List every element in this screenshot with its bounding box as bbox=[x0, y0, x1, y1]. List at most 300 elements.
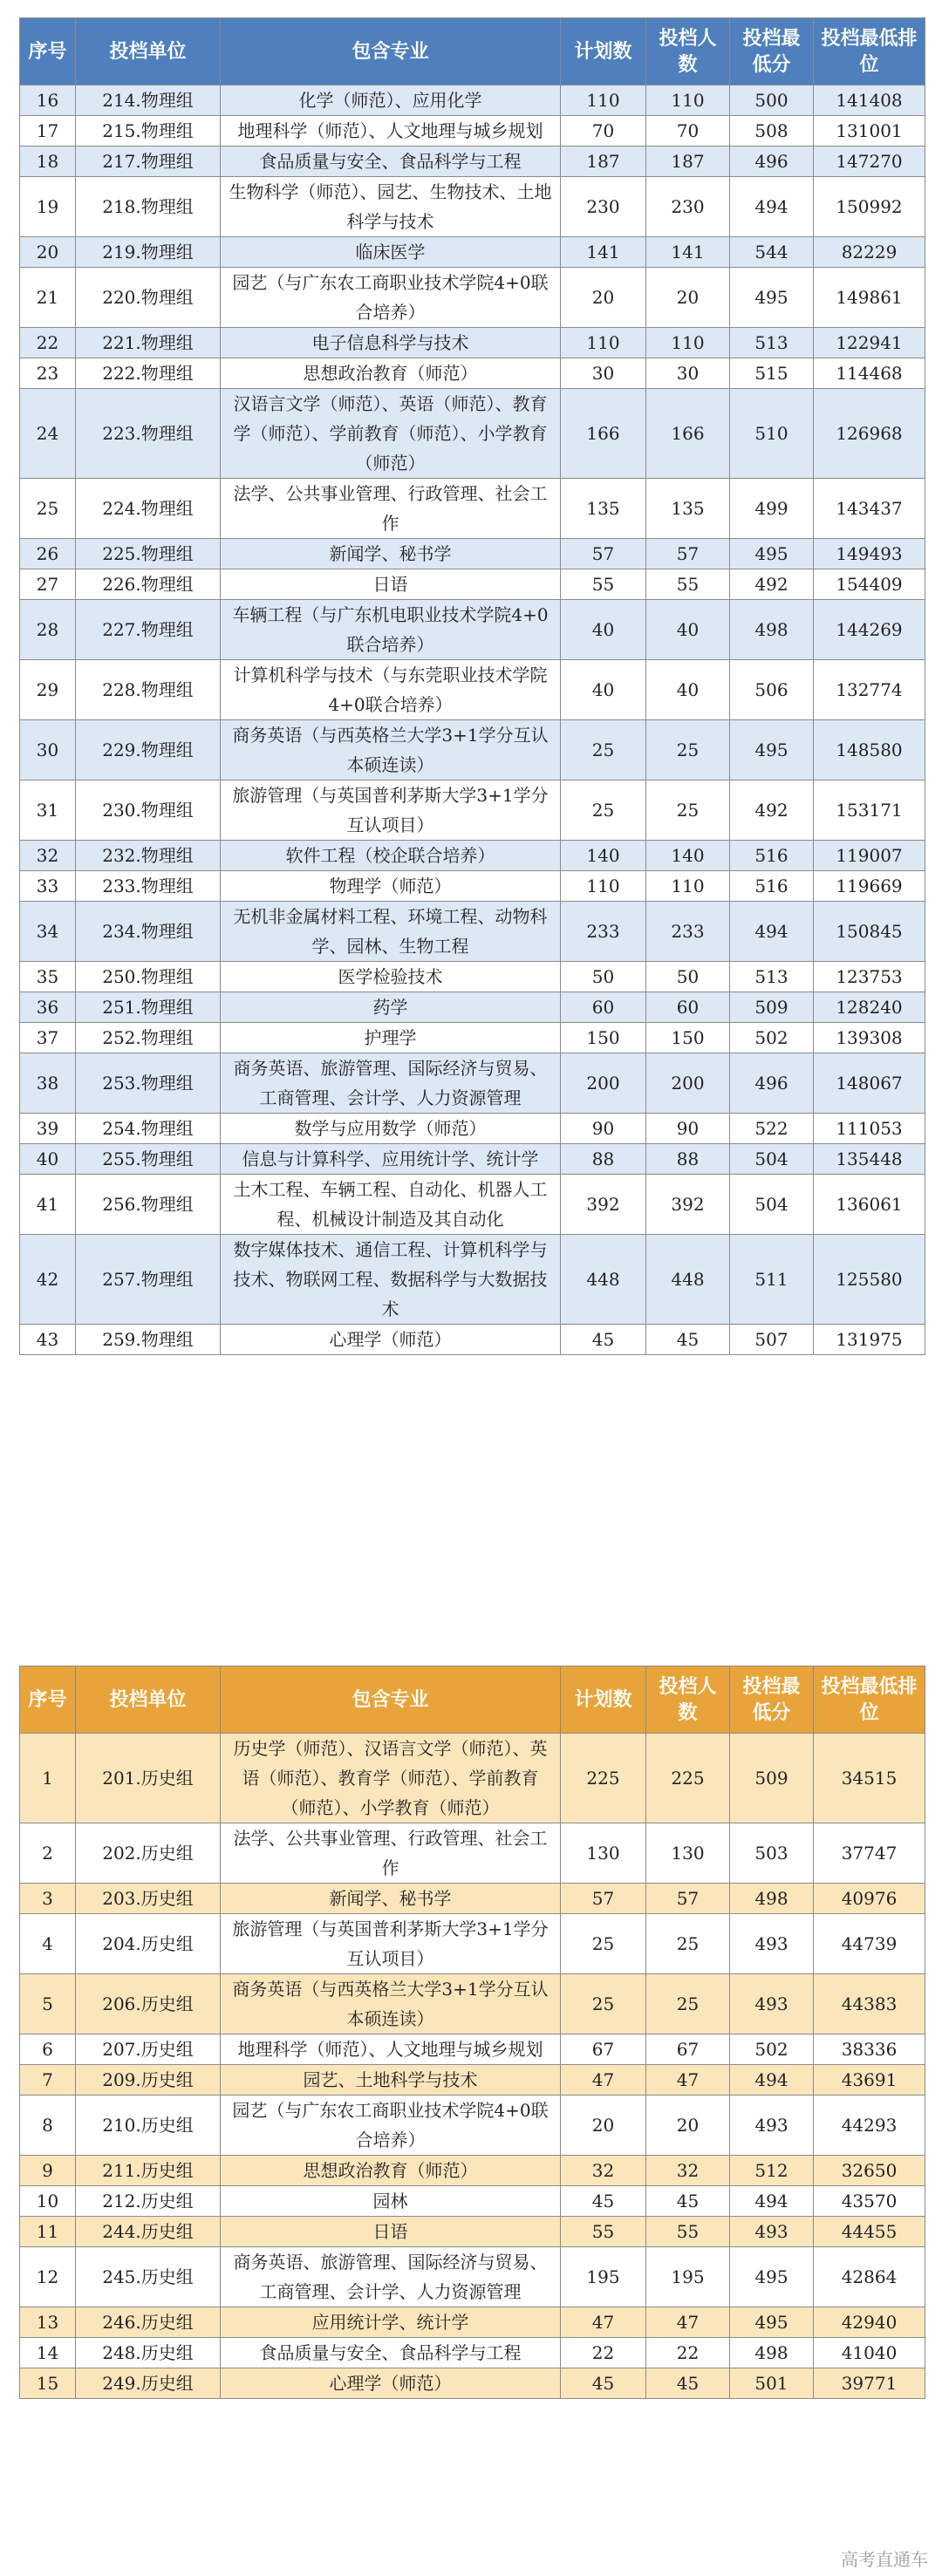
cell-min-score: 498 bbox=[730, 1884, 814, 1914]
cell-min-score: 495 bbox=[730, 2247, 814, 2307]
table-row bbox=[20, 85, 925, 116]
cell-admitted: 200 bbox=[646, 1053, 730, 1114]
cell-admitted: 47 bbox=[646, 2307, 730, 2338]
cell-plan: 67 bbox=[561, 2034, 646, 2065]
cell-plan: 30 bbox=[561, 358, 646, 389]
cell-min-rank: 44739 bbox=[814, 1914, 925, 1974]
cell-no: 21 bbox=[20, 268, 76, 328]
cell-admitted: 40 bbox=[646, 600, 730, 660]
table-row bbox=[20, 1823, 925, 1884]
cell-min-rank: 150992 bbox=[814, 177, 925, 237]
cell-min-rank: 123753 bbox=[814, 962, 925, 992]
cell-admitted: 40 bbox=[646, 660, 730, 720]
cell-no: 11 bbox=[20, 2217, 76, 2247]
cell-no: 25 bbox=[20, 479, 76, 539]
cell-no: 20 bbox=[20, 237, 76, 268]
cell-no: 40 bbox=[20, 1144, 76, 1175]
cell-unit: 228.物理组 bbox=[76, 660, 221, 720]
cell-min-rank: 139308 bbox=[814, 1023, 925, 1053]
cell-unit: 244.历史组 bbox=[76, 2217, 221, 2247]
cell-admitted: 392 bbox=[646, 1175, 730, 1235]
cell-min-rank: 122941 bbox=[814, 328, 925, 358]
cell-no: 5 bbox=[20, 1974, 76, 2034]
header-admitted: 投档人数 bbox=[646, 1666, 730, 1734]
cell-admitted: 195 bbox=[646, 2247, 730, 2307]
cell-plan: 32 bbox=[561, 2156, 646, 2186]
cell-min-score: 495 bbox=[730, 2307, 814, 2338]
table-row bbox=[20, 2034, 925, 2065]
header-unit: 投档单位 bbox=[76, 18, 221, 85]
cell-unit: 206.历史组 bbox=[76, 1974, 221, 2034]
header-min-rank: 投档最低排位 bbox=[814, 18, 925, 85]
cell-majors: 软件工程（校企联合培养） bbox=[221, 841, 561, 871]
cell-min-rank: 42864 bbox=[814, 2247, 925, 2307]
cell-majors: 计算机科学与技术（与东莞职业技术学院4+0联合培养） bbox=[221, 660, 561, 720]
table-row bbox=[20, 569, 925, 600]
cell-plan: 70 bbox=[561, 116, 646, 147]
cell-majors: 园艺（与广东农工商职业技术学院4+0联合培养） bbox=[221, 2096, 561, 2156]
cell-majors: 历史学（师范）、汉语言文学（师范）、英语（师范）、教育学（师范）、学前教育（师范）、小学教育（师范） bbox=[221, 1734, 561, 1823]
cell-min-rank: 37747 bbox=[814, 1823, 925, 1884]
cell-unit: 229.物理组 bbox=[76, 720, 221, 780]
physics-admission-table bbox=[19, 17, 925, 1355]
cell-min-rank: 44293 bbox=[814, 2096, 925, 2156]
table-row bbox=[20, 2247, 925, 2307]
cell-no: 29 bbox=[20, 660, 76, 720]
header-no: 序号 bbox=[20, 1666, 76, 1734]
header-majors: 包含专业 bbox=[221, 1666, 561, 1734]
cell-majors: 思想政治教育（师范） bbox=[221, 2156, 561, 2186]
cell-no: 35 bbox=[20, 962, 76, 992]
table-row bbox=[20, 116, 925, 147]
cell-admitted: 55 bbox=[646, 2217, 730, 2247]
table-row bbox=[20, 479, 925, 539]
table-row bbox=[20, 237, 925, 268]
cell-no: 36 bbox=[20, 992, 76, 1023]
table-row bbox=[20, 147, 925, 177]
cell-admitted: 88 bbox=[646, 1144, 730, 1175]
header-no: 序号 bbox=[20, 18, 76, 85]
cell-min-rank: 135448 bbox=[814, 1144, 925, 1175]
cell-min-score: 503 bbox=[730, 1823, 814, 1884]
table-row bbox=[20, 2338, 925, 2368]
table-row bbox=[20, 600, 925, 660]
cell-min-score: 495 bbox=[730, 268, 814, 328]
cell-min-score: 511 bbox=[730, 1235, 814, 1325]
cell-admitted: 20 bbox=[646, 2096, 730, 2156]
table-row bbox=[20, 2368, 925, 2399]
cell-min-rank: 125580 bbox=[814, 1235, 925, 1325]
cell-min-score: 502 bbox=[730, 1023, 814, 1053]
cell-plan: 57 bbox=[561, 1884, 646, 1914]
table-row bbox=[20, 660, 925, 720]
cell-min-rank: 153171 bbox=[814, 780, 925, 841]
table-row bbox=[20, 328, 925, 358]
cell-no: 3 bbox=[20, 1884, 76, 1914]
table-row bbox=[20, 2096, 925, 2156]
cell-unit: 253.物理组 bbox=[76, 1053, 221, 1114]
table-header-row bbox=[20, 1666, 925, 1734]
cell-majors: 物理学（师范） bbox=[221, 871, 561, 902]
cell-min-rank: 148067 bbox=[814, 1053, 925, 1114]
cell-no: 27 bbox=[20, 569, 76, 600]
cell-min-score: 502 bbox=[730, 2034, 814, 2065]
cell-admitted: 25 bbox=[646, 1914, 730, 1974]
cell-admitted: 130 bbox=[646, 1823, 730, 1884]
cell-majors: 日语 bbox=[221, 2217, 561, 2247]
table-row bbox=[20, 871, 925, 902]
cell-no: 12 bbox=[20, 2247, 76, 2307]
cell-min-score: 499 bbox=[730, 479, 814, 539]
cell-plan: 141 bbox=[561, 237, 646, 268]
cell-admitted: 45 bbox=[646, 2368, 730, 2399]
table-header-row bbox=[20, 18, 925, 85]
cell-min-score: 501 bbox=[730, 2368, 814, 2399]
cell-no: 4 bbox=[20, 1914, 76, 1974]
cell-plan: 140 bbox=[561, 841, 646, 871]
cell-min-score: 494 bbox=[730, 2186, 814, 2217]
cell-plan: 25 bbox=[561, 1974, 646, 2034]
cell-min-score: 495 bbox=[730, 539, 814, 569]
cell-majors: 法学、公共事业管理、行政管理、社会工作 bbox=[221, 1823, 561, 1884]
table-row bbox=[20, 2065, 925, 2096]
cell-min-score: 507 bbox=[730, 1325, 814, 1355]
cell-unit: 209.历史组 bbox=[76, 2065, 221, 2096]
cell-no: 19 bbox=[20, 177, 76, 237]
cell-min-rank: 141408 bbox=[814, 85, 925, 116]
header-min-score: 投档最低分 bbox=[730, 1666, 814, 1734]
cell-admitted: 50 bbox=[646, 962, 730, 992]
cell-no: 14 bbox=[20, 2338, 76, 2368]
cell-no: 34 bbox=[20, 902, 76, 962]
cell-unit: 256.物理组 bbox=[76, 1175, 221, 1235]
cell-majors: 应用统计学、统计学 bbox=[221, 2307, 561, 2338]
cell-min-score: 492 bbox=[730, 780, 814, 841]
cell-plan: 20 bbox=[561, 2096, 646, 2156]
cell-majors: 日语 bbox=[221, 569, 561, 600]
cell-plan: 40 bbox=[561, 600, 646, 660]
cell-plan: 88 bbox=[561, 1144, 646, 1175]
cell-admitted: 22 bbox=[646, 2338, 730, 2368]
cell-no: 1 bbox=[20, 1734, 76, 1823]
cell-admitted: 135 bbox=[646, 479, 730, 539]
cell-min-rank: 154409 bbox=[814, 569, 925, 600]
cell-min-rank: 131001 bbox=[814, 116, 925, 147]
cell-plan: 47 bbox=[561, 2065, 646, 2096]
cell-unit: 218.物理组 bbox=[76, 177, 221, 237]
cell-admitted: 225 bbox=[646, 1734, 730, 1823]
cell-unit: 220.物理组 bbox=[76, 268, 221, 328]
cell-majors: 数学与应用数学（师范） bbox=[221, 1114, 561, 1144]
cell-majors: 食品质量与安全、食品科学与工程 bbox=[221, 147, 561, 177]
cell-majors: 商务英语（与西英格兰大学3+1学分互认本硕连读） bbox=[221, 720, 561, 780]
cell-no: 2 bbox=[20, 1823, 76, 1884]
cell-no: 18 bbox=[20, 147, 76, 177]
cell-min-score: 522 bbox=[730, 1114, 814, 1144]
cell-unit: 254.物理组 bbox=[76, 1114, 221, 1144]
cell-unit: 230.物理组 bbox=[76, 780, 221, 841]
cell-majors: 地理科学（师范）、人文地理与城乡规划 bbox=[221, 2034, 561, 2065]
cell-majors: 地理科学（师范）、人文地理与城乡规划 bbox=[221, 116, 561, 147]
cell-majors: 园艺（与广东农工商职业技术学院4+0联合培养） bbox=[221, 268, 561, 328]
cell-min-score: 494 bbox=[730, 902, 814, 962]
cell-plan: 47 bbox=[561, 2307, 646, 2338]
cell-admitted: 110 bbox=[646, 871, 730, 902]
cell-unit: 251.物理组 bbox=[76, 992, 221, 1023]
cell-majors: 信息与计算科学、应用统计学、统计学 bbox=[221, 1144, 561, 1175]
cell-unit: 257.物理组 bbox=[76, 1235, 221, 1325]
cell-plan: 60 bbox=[561, 992, 646, 1023]
history-table-body bbox=[20, 1734, 925, 2399]
cell-min-rank: 148580 bbox=[814, 720, 925, 780]
cell-min-score: 506 bbox=[730, 660, 814, 720]
cell-plan: 135 bbox=[561, 479, 646, 539]
cell-majors: 电子信息科学与技术 bbox=[221, 328, 561, 358]
cell-unit: 201.历史组 bbox=[76, 1734, 221, 1823]
cell-unit: 255.物理组 bbox=[76, 1144, 221, 1175]
cell-min-score: 498 bbox=[730, 2338, 814, 2368]
cell-min-rank: 41040 bbox=[814, 2338, 925, 2368]
cell-min-rank: 119669 bbox=[814, 871, 925, 902]
cell-admitted: 45 bbox=[646, 2186, 730, 2217]
cell-unit: 249.历史组 bbox=[76, 2368, 221, 2399]
cell-majors: 商务英语（与西英格兰大学3+1学分互认本硕连读） bbox=[221, 1974, 561, 2034]
cell-unit: 224.物理组 bbox=[76, 479, 221, 539]
cell-no: 43 bbox=[20, 1325, 76, 1355]
cell-no: 41 bbox=[20, 1175, 76, 1235]
table-row bbox=[20, 389, 925, 479]
cell-majors: 车辆工程（与广东机电职业技术学院4+0联合培养） bbox=[221, 600, 561, 660]
cell-majors: 新闻学、秘书学 bbox=[221, 539, 561, 569]
cell-plan: 200 bbox=[561, 1053, 646, 1114]
cell-majors: 化学（师范）、应用化学 bbox=[221, 85, 561, 116]
cell-plan: 90 bbox=[561, 1114, 646, 1144]
cell-min-rank: 131975 bbox=[814, 1325, 925, 1355]
cell-no: 31 bbox=[20, 780, 76, 841]
cell-majors: 护理学 bbox=[221, 1023, 561, 1053]
cell-majors: 汉语言文学（师范）、英语（师范）、教育学（师范）、学前教育（师范）、小学教育（师范） bbox=[221, 389, 561, 479]
cell-min-score: 510 bbox=[730, 389, 814, 479]
cell-min-rank: 126968 bbox=[814, 389, 925, 479]
cell-no: 39 bbox=[20, 1114, 76, 1144]
cell-no: 13 bbox=[20, 2307, 76, 2338]
cell-min-rank: 114468 bbox=[814, 358, 925, 389]
cell-min-score: 513 bbox=[730, 328, 814, 358]
cell-admitted: 57 bbox=[646, 1884, 730, 1914]
cell-min-rank: 132774 bbox=[814, 660, 925, 720]
cell-plan: 57 bbox=[561, 539, 646, 569]
cell-min-score: 494 bbox=[730, 2065, 814, 2096]
cell-admitted: 55 bbox=[646, 569, 730, 600]
cell-plan: 40 bbox=[561, 660, 646, 720]
cell-min-rank: 42940 bbox=[814, 2307, 925, 2338]
table-row bbox=[20, 1175, 925, 1235]
cell-plan: 166 bbox=[561, 389, 646, 479]
cell-plan: 110 bbox=[561, 871, 646, 902]
cell-no: 33 bbox=[20, 871, 76, 902]
table-row bbox=[20, 1974, 925, 2034]
cell-min-rank: 149493 bbox=[814, 539, 925, 569]
cell-plan: 25 bbox=[561, 1914, 646, 1974]
cell-majors: 数字媒体技术、通信工程、计算机科学与技术、物联网工程、数据科学与大数据技术 bbox=[221, 1235, 561, 1325]
cell-unit: 215.物理组 bbox=[76, 116, 221, 147]
cell-min-score: 504 bbox=[730, 1144, 814, 1175]
cell-plan: 25 bbox=[561, 720, 646, 780]
cell-min-rank: 144269 bbox=[814, 600, 925, 660]
cell-admitted: 140 bbox=[646, 841, 730, 871]
cell-plan: 225 bbox=[561, 1734, 646, 1823]
cell-min-score: 515 bbox=[730, 358, 814, 389]
header-majors: 包含专业 bbox=[221, 18, 561, 85]
table-row bbox=[20, 2186, 925, 2217]
table-row bbox=[20, 962, 925, 992]
cell-plan: 20 bbox=[561, 268, 646, 328]
table-row bbox=[20, 1914, 925, 1974]
cell-majors: 医学检验技术 bbox=[221, 962, 561, 992]
cell-admitted: 25 bbox=[646, 720, 730, 780]
cell-no: 22 bbox=[20, 328, 76, 358]
table-row bbox=[20, 1114, 925, 1144]
cell-min-score: 504 bbox=[730, 1175, 814, 1235]
cell-admitted: 448 bbox=[646, 1235, 730, 1325]
cell-unit: 204.历史组 bbox=[76, 1914, 221, 1974]
header-min-score: 投档最低分 bbox=[730, 18, 814, 85]
cell-min-score: 516 bbox=[730, 841, 814, 871]
cell-majors: 心理学（师范） bbox=[221, 1325, 561, 1355]
history-admission-table bbox=[19, 1666, 925, 2399]
header-plan: 计划数 bbox=[561, 1666, 646, 1734]
cell-majors: 土木工程、车辆工程、自动化、机器人工程、机械设计制造及其自动化 bbox=[221, 1175, 561, 1235]
table-row bbox=[20, 1325, 925, 1355]
cell-unit: 227.物理组 bbox=[76, 600, 221, 660]
cell-min-rank: 38336 bbox=[814, 2034, 925, 2065]
cell-min-score: 508 bbox=[730, 116, 814, 147]
cell-min-rank: 32650 bbox=[814, 2156, 925, 2186]
header-unit: 投档单位 bbox=[76, 1666, 221, 1734]
cell-majors: 无机非金属材料工程、环境工程、动物科学、园林、生物工程 bbox=[221, 902, 561, 962]
cell-min-score: 496 bbox=[730, 147, 814, 177]
cell-unit: 234.物理组 bbox=[76, 902, 221, 962]
table-row bbox=[20, 1023, 925, 1053]
cell-plan: 45 bbox=[561, 1325, 646, 1355]
cell-unit: 214.物理组 bbox=[76, 85, 221, 116]
table-row bbox=[20, 2307, 925, 2338]
table-row bbox=[20, 1884, 925, 1914]
cell-no: 8 bbox=[20, 2096, 76, 2156]
cell-no: 10 bbox=[20, 2186, 76, 2217]
cell-min-score: 492 bbox=[730, 569, 814, 600]
cell-no: 26 bbox=[20, 539, 76, 569]
cell-plan: 45 bbox=[561, 2186, 646, 2217]
cell-no: 6 bbox=[20, 2034, 76, 2065]
cell-min-rank: 149861 bbox=[814, 268, 925, 328]
cell-plan: 233 bbox=[561, 902, 646, 962]
cell-majors: 生物科学（师范）、园艺、生物技术、土地科学与技术 bbox=[221, 177, 561, 237]
cell-unit: 223.物理组 bbox=[76, 389, 221, 479]
cell-majors: 新闻学、秘书学 bbox=[221, 1884, 561, 1914]
table-row bbox=[20, 358, 925, 389]
cell-admitted: 166 bbox=[646, 389, 730, 479]
cell-plan: 55 bbox=[561, 2217, 646, 2247]
table-row bbox=[20, 841, 925, 871]
cell-min-rank: 119007 bbox=[814, 841, 925, 871]
cell-majors: 临床医学 bbox=[221, 237, 561, 268]
cell-admitted: 25 bbox=[646, 1974, 730, 2034]
header-plan: 计划数 bbox=[561, 18, 646, 85]
cell-majors: 法学、公共事业管理、行政管理、社会工作 bbox=[221, 479, 561, 539]
cell-majors: 园林 bbox=[221, 2186, 561, 2217]
cell-min-score: 495 bbox=[730, 720, 814, 780]
cell-plan: 130 bbox=[561, 1823, 646, 1884]
table-row bbox=[20, 1235, 925, 1325]
cell-min-score: 544 bbox=[730, 237, 814, 268]
cell-unit: 225.物理组 bbox=[76, 539, 221, 569]
cell-admitted: 67 bbox=[646, 2034, 730, 2065]
table-row bbox=[20, 1144, 925, 1175]
table-row bbox=[20, 1734, 925, 1823]
cell-min-rank: 34515 bbox=[814, 1734, 925, 1823]
cell-plan: 150 bbox=[561, 1023, 646, 1053]
cell-no: 9 bbox=[20, 2156, 76, 2186]
cell-min-score: 493 bbox=[730, 2096, 814, 2156]
cell-majors: 思想政治教育（师范） bbox=[221, 358, 561, 389]
cell-min-rank: 43570 bbox=[814, 2186, 925, 2217]
cell-min-rank: 82229 bbox=[814, 237, 925, 268]
cell-min-rank: 44455 bbox=[814, 2217, 925, 2247]
cell-plan: 55 bbox=[561, 569, 646, 600]
cell-min-score: 512 bbox=[730, 2156, 814, 2186]
cell-no: 17 bbox=[20, 116, 76, 147]
cell-min-score: 498 bbox=[730, 600, 814, 660]
cell-no: 30 bbox=[20, 720, 76, 780]
table-row bbox=[20, 268, 925, 328]
cell-unit: 222.物理组 bbox=[76, 358, 221, 389]
cell-min-rank: 136061 bbox=[814, 1175, 925, 1235]
cell-majors: 旅游管理（与英国普利茅斯大学3+1学分互认项目） bbox=[221, 1914, 561, 1974]
cell-admitted: 233 bbox=[646, 902, 730, 962]
cell-plan: 110 bbox=[561, 85, 646, 116]
cell-no: 15 bbox=[20, 2368, 76, 2399]
cell-unit: 203.历史组 bbox=[76, 1884, 221, 1914]
cell-unit: 212.历史组 bbox=[76, 2186, 221, 2217]
cell-min-rank: 128240 bbox=[814, 992, 925, 1023]
table-row bbox=[20, 992, 925, 1023]
cell-majors: 旅游管理（与英国普利茅斯大学3+1学分互认项目） bbox=[221, 780, 561, 841]
cell-no: 38 bbox=[20, 1053, 76, 1114]
cell-min-score: 493 bbox=[730, 1974, 814, 2034]
cell-admitted: 141 bbox=[646, 237, 730, 268]
cell-plan: 195 bbox=[561, 2247, 646, 2307]
cell-min-score: 496 bbox=[730, 1053, 814, 1114]
cell-no: 24 bbox=[20, 389, 76, 479]
cell-admitted: 110 bbox=[646, 85, 730, 116]
cell-min-rank: 150845 bbox=[814, 902, 925, 962]
cell-no: 42 bbox=[20, 1235, 76, 1325]
cell-min-rank: 43691 bbox=[814, 2065, 925, 2096]
cell-majors: 心理学（师范） bbox=[221, 2368, 561, 2399]
cell-unit: 219.物理组 bbox=[76, 237, 221, 268]
cell-admitted: 30 bbox=[646, 358, 730, 389]
cell-admitted: 230 bbox=[646, 177, 730, 237]
cell-no: 7 bbox=[20, 2065, 76, 2096]
cell-majors: 食品质量与安全、食品科学与工程 bbox=[221, 2338, 561, 2368]
cell-min-rank: 44383 bbox=[814, 1974, 925, 2034]
header-admitted: 投档人数 bbox=[646, 18, 730, 85]
cell-unit: 207.历史组 bbox=[76, 2034, 221, 2065]
cell-plan: 50 bbox=[561, 962, 646, 992]
cell-admitted: 25 bbox=[646, 780, 730, 841]
cell-no: 28 bbox=[20, 600, 76, 660]
